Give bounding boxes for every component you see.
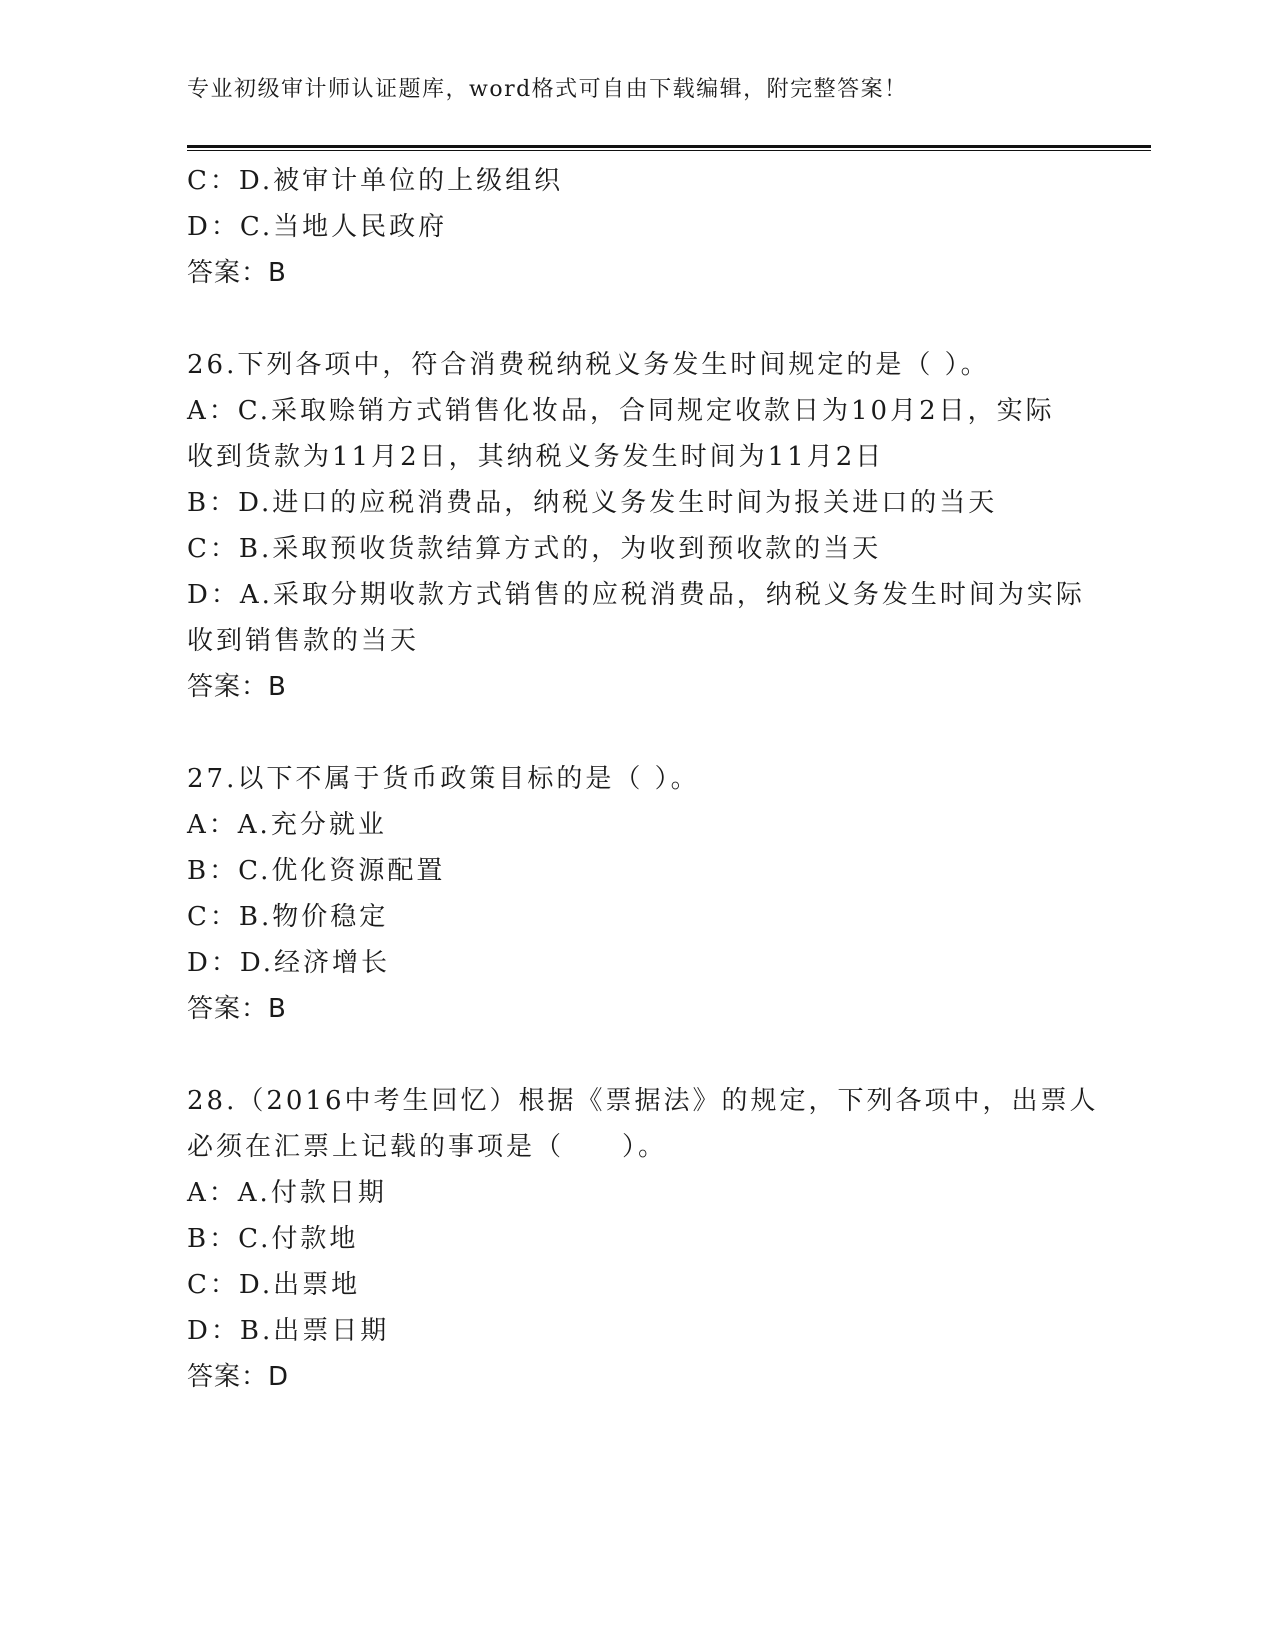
option-c: C：B.采取预收货款结算方式的，为收到预收款的当天 — [187, 534, 882, 564]
spacer — [187, 296, 1087, 342]
spacer — [187, 710, 1087, 756]
option-c: C：B.物价稳定 — [187, 902, 389, 932]
answer: 答案：B — [187, 672, 287, 702]
option-d: D：B.出票日期 — [187, 1316, 390, 1346]
question-26 — [187, 342, 1087, 710]
question-stem-continued: 必须在汇票上记载的事项是（ ）。 — [187, 1132, 668, 1162]
option-d: D：C.当地人民政府 — [187, 212, 448, 242]
option-c: C：D.被审计单位的上级组织 — [187, 166, 564, 196]
question-25-tail — [187, 158, 1087, 296]
question-28 — [187, 1078, 1099, 1400]
question-stem: 26.下列各项中，符合消费税纳税义务发生时间规定的是（ ）。 — [187, 350, 990, 380]
spacer — [187, 1032, 1087, 1078]
answer: 答案：D — [187, 1362, 290, 1392]
option-a: A：A.付款日期 — [187, 1178, 387, 1208]
option-b: B：D.进口的应税消费品，纳税义务发生时间为报关进口的当天 — [187, 488, 998, 518]
question-27 — [187, 756, 1087, 1032]
option-d: D：D.经济增长 — [187, 948, 391, 978]
option-d: D：A.采取分期收款方式销售的应税消费品，纳税义务发生时间为实际 — [187, 580, 1085, 610]
option-a: A：C.采取赊销方式销售化妆品，合同规定收款日为10月2日，实际 — [187, 396, 1055, 426]
option-c: C：D.出票地 — [187, 1270, 361, 1300]
option-b: B：C.优化资源配置 — [187, 856, 446, 886]
page-header: 专业初级审计师认证题库，word格式可自由下载编辑，附完整答案！ — [187, 77, 908, 102]
option-a: A：A.充分就业 — [187, 810, 387, 840]
option-a-continued: 收到货款为11月2日，其纳税义务发生时间为11月2日 — [187, 442, 885, 472]
question-content — [187, 158, 1099, 1400]
option-d-continued: 收到销售款的当天 — [187, 626, 420, 656]
question-stem: 28.（2016中考生回忆）根据《票据法》的规定，下列各项中，出票人 — [187, 1086, 1099, 1116]
header-rule-thick — [187, 145, 1151, 148]
header-rule-thin — [187, 150, 1151, 151]
option-b: B：C.付款地 — [187, 1224, 359, 1254]
question-stem: 27.以下不属于货币政策目标的是（ ）。 — [187, 764, 700, 794]
answer: 答案：B — [187, 258, 287, 288]
answer: 答案：B — [187, 994, 287, 1024]
